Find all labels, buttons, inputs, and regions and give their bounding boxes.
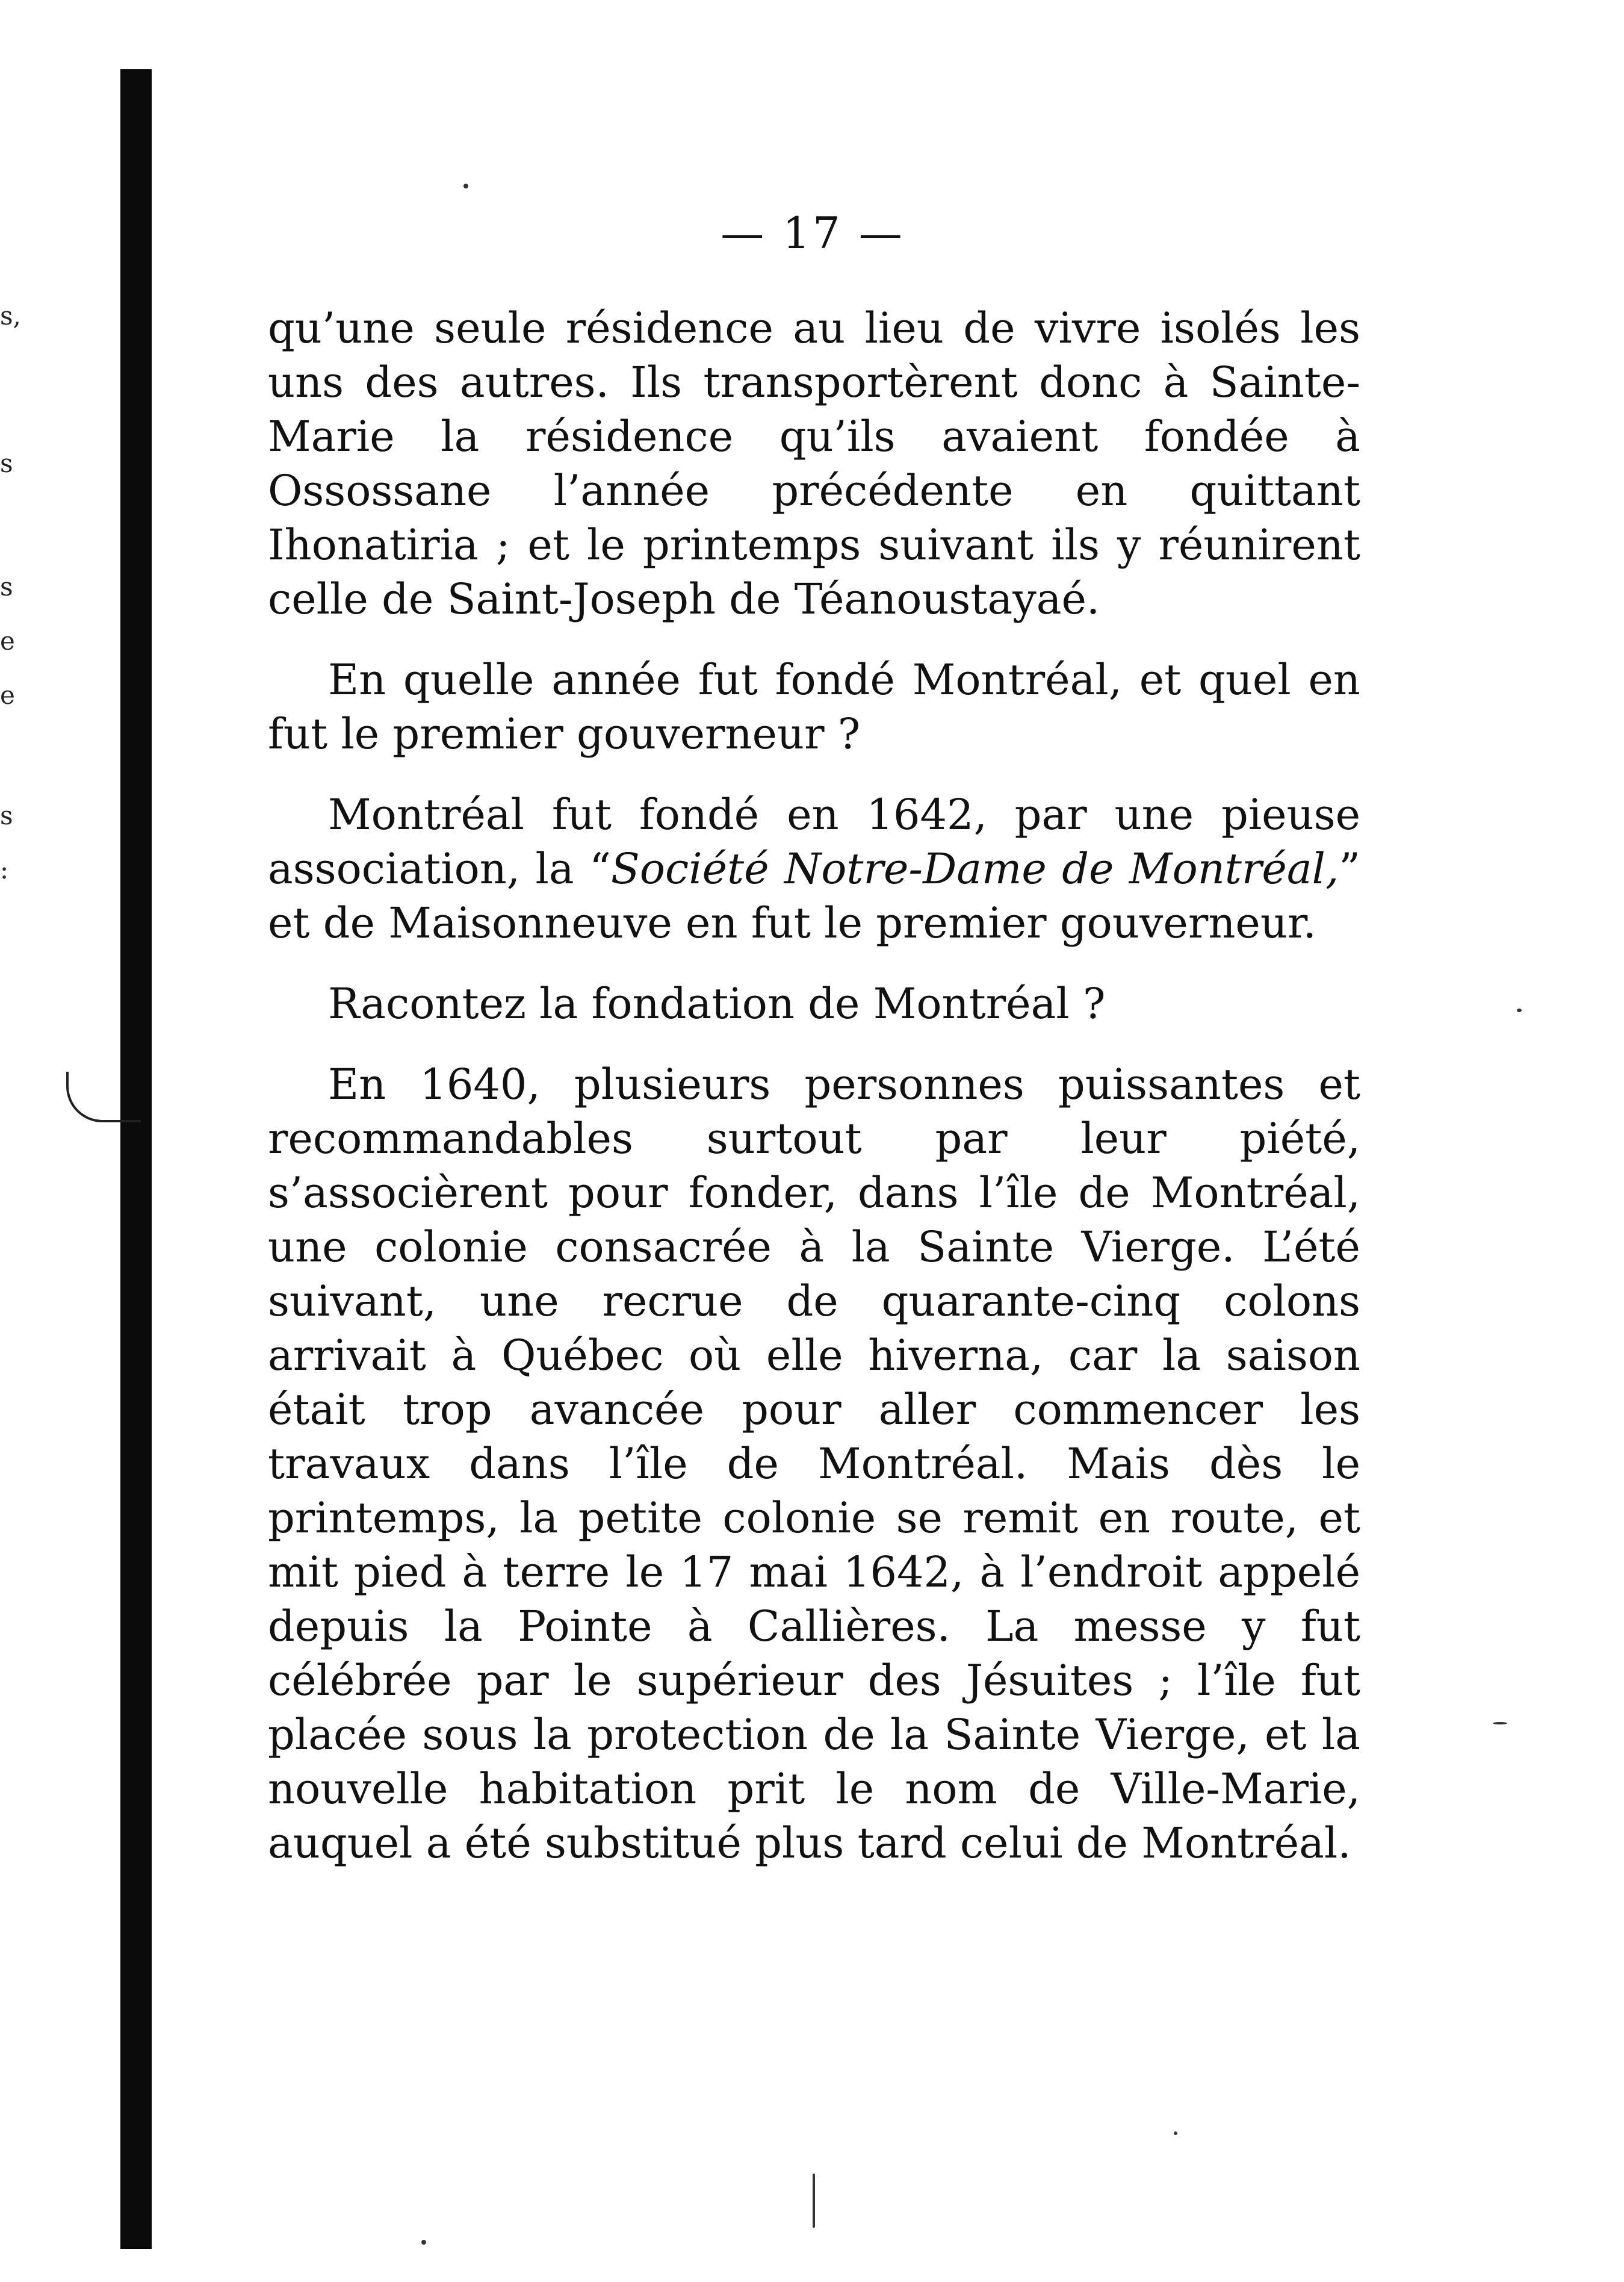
margin-fragment: e: [0, 680, 15, 710]
question-paragraph: En quelle année fut fondé Montréal, et quel en fut le premier gouverneur ?: [268, 655, 1360, 759]
answer-paragraph: En 1640, plusieurs personnes puissantes et recommandables surtout par leur piété, s’associèrent pour fonder, dans l’île de Montréal, une colonie consacrée à la Sainte Vierge. L’été suivant, une recrue de quarante-cinq colons arrivait à Québec où elle hiverna, car la saison était trop avancée pour aller commencer les travaux dans l’île de Montréal. Mais dès le printemps, la petite colonie se remit en route, et mit pied à terre le 17 mai 1642, à l’endroit appelé depuis la Pointe à Callières. La messe y fut célébrée par le supérieur des Jésuites ; l’île fut placée sous la protection de la Sainte Vierge, et la nouvelle habitation prit le nom de Ville-Marie, auquel a été substitué plus tard celui de Montréal.: [268, 1060, 1360, 1868]
paragraph-continuation: qu’une seule résidence au lieu de vivre isolés les uns des autres. Ils transportèrent donc à Sainte-Marie la résidence qu’ils avaient fondée à Ossossane l’année précédente en quittant Ihonatiria ; et le printemps suivant ils y réunirent celle de Saint-Joseph de Téanoustayaé.: [268, 303, 1360, 624]
margin-fragment: :: [0, 855, 9, 885]
margin-fragment: s: [0, 801, 13, 830]
question-paragraph: Racontez la fondation de Montréal ?: [328, 979, 1106, 1028]
margin-fragment: s: [0, 449, 13, 478]
scan-speck: [813, 2174, 815, 2228]
scan-speck: [421, 2240, 426, 2245]
scan-speck: [463, 184, 468, 188]
page-number: — 17 —: [721, 208, 905, 258]
margin-curve-mark: [66, 1072, 141, 1122]
answer-text: Montréal fut fondé en 1642, par une pieuse association, la “: [268, 790, 1360, 894]
margin-fragment: s: [0, 572, 13, 602]
answer-paragraph: [268, 788, 1360, 950]
answer-text: ” et de Maisonneuve en fut le premier gouverneur.: [268, 844, 1360, 948]
binding-shadow: [120, 69, 152, 2249]
scan-speck: [1517, 1009, 1522, 1012]
society-name: Société Notre-Dame de Montréal,: [610, 844, 1339, 894]
body-text: [268, 301, 1360, 1897]
margin-fragment: s,: [0, 301, 21, 331]
scan-speck: [1174, 2131, 1177, 2135]
margin-fragment: e: [0, 626, 15, 656]
scan-speck: [1493, 1722, 1507, 1724]
